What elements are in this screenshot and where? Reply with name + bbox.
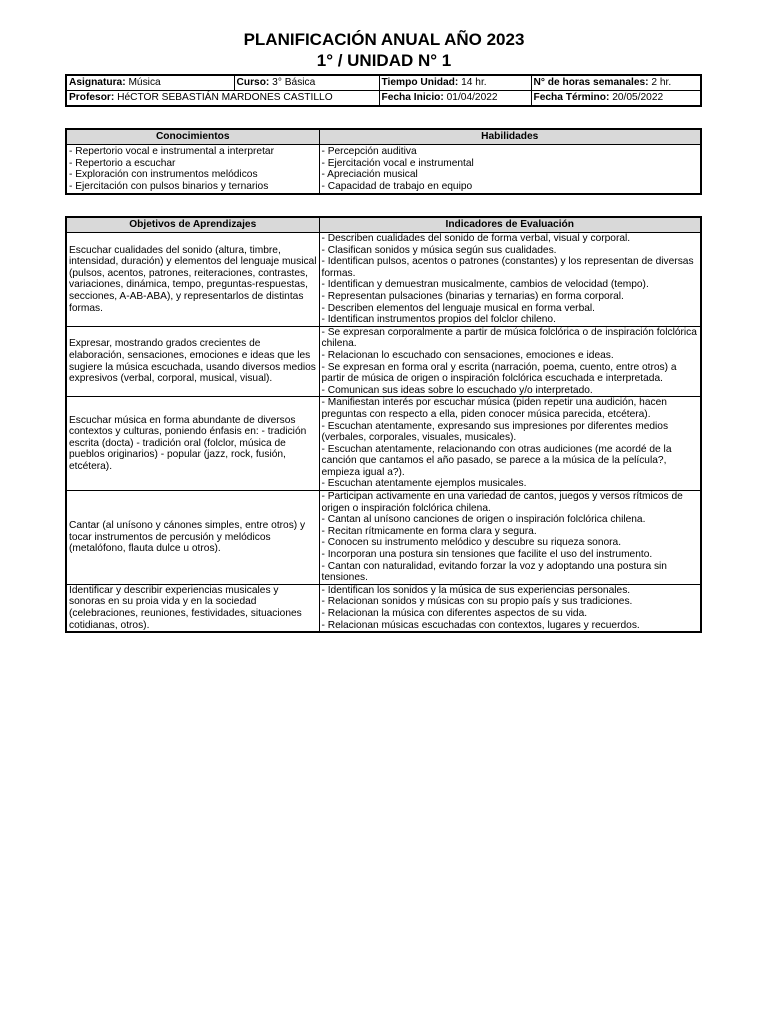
indicador-item: - Escuchan atentamente ejemplos musicales. xyxy=(321,478,527,490)
info-row-2 xyxy=(66,91,701,107)
indicador-item: - Identifican los sonidos y la música de sus experiencias personales. xyxy=(321,584,631,596)
indicadores-cell xyxy=(319,397,701,491)
indicador-item: - Escuchan atentamente, expresando sus impresiones por diferentes medios (verbales, corporales, visuales, musicales). xyxy=(321,420,669,444)
conocimiento-item: - Repertorio vocal e instrumental a interpretar xyxy=(69,146,274,157)
indicadores-header: Indicadores de Evaluación xyxy=(319,217,701,233)
indicador-item: - Relacionan lo escuchado con sensaciones, emociones e ideas. xyxy=(321,349,614,361)
tiempo-label: Tiempo Unidad: xyxy=(381,77,459,89)
indicador-item: - Relacionan la música con diferentes aspectos de su vida. xyxy=(321,608,588,619)
obj-header-row xyxy=(66,217,701,233)
asignatura-value: Música xyxy=(125,77,161,89)
indicador-item: - Clasifican sonidos y música según sus cualidades. xyxy=(321,244,557,256)
indicador-item: - Se expresan corporalmente a partir de música folclórica o de inspiración folclórica chilena. xyxy=(321,326,697,350)
indicador-item: - Comunican sus ideas sobre lo escuchado y/o interpretado. xyxy=(321,384,593,396)
indicador-item: - Se expresan en forma oral y escrita (narración, poema, cuento, entre otros) a partir de música de origen o inspiración folclórica escuchada e interpretada. xyxy=(321,361,677,385)
profesor-cell xyxy=(66,91,379,107)
indicador-item: - Incorporan una postura sin tensiones que facilite el uso del instrumento. xyxy=(321,549,653,561)
ch-content-row xyxy=(66,145,701,195)
indicador-item: - Describen elementos del lenguaje musical en forma verbal. xyxy=(321,302,596,314)
objetivos-indicadores-table xyxy=(65,216,702,633)
asignatura-cell xyxy=(66,75,234,91)
objetivos-header: Objetivos de Aprendizajes xyxy=(66,217,319,233)
termino-cell xyxy=(531,91,701,107)
conocimiento-item: - Repertorio a escuchar xyxy=(69,157,176,169)
profesor-value: HéCTOR SEBASTIÁN MARDONES CASTILLO xyxy=(114,92,333,104)
tiempo-cell xyxy=(379,75,531,91)
inicio-cell xyxy=(379,91,531,107)
objetivo-text: Expresar, mostrando grados crecientes de elaboración, sensaciones, emociones e ideas que les sugiere la música escuchada, usando diversos medios expresivos (verbal, corporal, musical, visual). xyxy=(66,326,319,397)
indicador-item: - Relacionan sonidos y músicas con su propio país y sus tradiciones. xyxy=(321,596,633,608)
indicador-item: - Recitan rítmicamente en forma clara y segura. xyxy=(321,525,537,537)
info-table xyxy=(65,74,702,107)
objetivo-text: Identificar y describir experiencias musicales y sonoras en su proia vida y en la sociedad (celebraciones, reuniones, festividades, situaciones cotidianas, otros). xyxy=(66,584,319,632)
document-subtitle: 1° / UNIDAD N° 1 xyxy=(316,51,452,70)
objetivo-text: Escuchar cualidades del sonido (altura, timbre, intensidad, duración) y elementos del lenguaje musical (pulsos, acentos, patrones, reiteraciones, contrastes, variaciones, dinámica, tempo, preguntas-respuestas, secciones, A-AB-ABA), y representarlos de distintas formas. xyxy=(66,233,319,327)
habilidad-item: - Percepción auditiva xyxy=(321,146,417,157)
curso-value: 3° Básica xyxy=(269,77,316,89)
indicadores-cell xyxy=(319,584,701,632)
indicador-item: - Manifiestan interés por escuchar música (piden repetir una audición, hacen preguntas con respecto a ella, piden conocer música parecida, etcétera). xyxy=(321,397,667,420)
horas-label: N° de horas semanales: xyxy=(533,77,649,89)
indicadores-cell xyxy=(319,491,701,585)
indicador-item: - Identifican pulsos, acentos o patrones (constantes) y los representan de diversas formas. xyxy=(321,256,694,279)
habilidades-cell xyxy=(319,145,701,195)
objetivo-row-4 xyxy=(66,491,701,585)
horas-value: 2 hr. xyxy=(648,77,672,89)
habilidad-item: - Ejercitación vocal e instrumental xyxy=(321,157,474,169)
indicador-item: - Cantan al unísono canciones de origen o inspiración folclórica chilena. xyxy=(321,514,646,526)
conocimiento-item: - Exploración con instrumentos melódicos xyxy=(69,169,258,181)
indicador-item: - Describen cualidades del sonido de forma verbal, visual y corporal. xyxy=(321,233,631,244)
tiempo-value: 14 hr. xyxy=(458,77,487,89)
objetivo-row-2 xyxy=(66,326,701,397)
indicador-item: - Identifican instrumentos propios del folclor chileno. xyxy=(321,314,556,326)
habilidades-header: Habilidades xyxy=(319,129,701,145)
indicador-item: - Relacionan músicas escuchadas con contextos, lugares y recuerdos. xyxy=(321,619,640,631)
indicador-item: - Identifican y demuestran musicalmente, cambios de velocidad (tempo). xyxy=(321,279,649,291)
objetivo-row-5 xyxy=(66,584,701,632)
indicador-item: - Escuchan atentamente, relacionando con otras audiciones (me acordé de la canción que cantamos el año pasado, se parece a la música de la película?, empieza igual a?). xyxy=(321,443,672,478)
termino-value: 20/05/2022 xyxy=(609,92,664,104)
conocimientos-cell xyxy=(66,145,319,195)
indicador-item: - Conocen su instrumento melódico y descubre su riqueza sonora. xyxy=(321,537,622,549)
indicador-item: - Representan pulsaciones (binarias y ternarias) en forma corporal. xyxy=(321,290,624,302)
inicio-label: Fecha Inicio: xyxy=(381,92,444,104)
asignatura-label: Asignatura: xyxy=(69,77,126,89)
conocimientos-header: Conocimientos xyxy=(66,129,319,145)
objetivo-text: Escuchar música en forma abundante de diversos contextos y culturas, poniendo énfasis en: - tradición escrita (docta) - tradición oral (folclor, música de pueblos originarios) - popular (jazz, rock, fusión, etcétera). xyxy=(66,397,319,491)
habilidad-item: - Apreciación musical xyxy=(321,169,418,181)
indicadores-cell xyxy=(319,233,701,327)
document-title: PLANIFICACIÓN ANUAL AÑO 2023 xyxy=(243,30,525,49)
objetivo-row-3 xyxy=(66,397,701,491)
conocimiento-item: - Ejercitación con pulsos binarios y ternarios xyxy=(69,180,269,192)
horas-cell xyxy=(531,75,701,91)
objetivo-text: Cantar (al unísono y cánones simples, entre otros) y tocar instrumentos de percusión y melódicos (metalófono, flauta dulce u otros). xyxy=(66,491,319,585)
info-row-1 xyxy=(66,75,701,91)
curso-label: Curso: xyxy=(236,77,270,89)
conocimientos-habilidades-table xyxy=(65,128,702,195)
termino-label: Fecha Término: xyxy=(533,92,610,104)
profesor-label: Profesor: xyxy=(69,92,115,104)
indicador-item: - Participan activamente en una variedad de cantos, juegos y versos rítmicos de origen o inspiración folclórica chilena. xyxy=(321,491,683,514)
objetivo-row-1 xyxy=(66,233,701,327)
habilidad-item: - Capacidad de trabajo en equipo xyxy=(321,180,473,192)
indicadores-cell xyxy=(319,326,701,397)
curso-cell xyxy=(234,75,379,91)
indicador-item: - Cantan con naturalidad, evitando forzar la voz y adoptando una postura sin tensiones. xyxy=(321,560,667,584)
ch-header-row xyxy=(66,129,701,145)
inicio-value: 01/04/2022 xyxy=(443,92,498,104)
